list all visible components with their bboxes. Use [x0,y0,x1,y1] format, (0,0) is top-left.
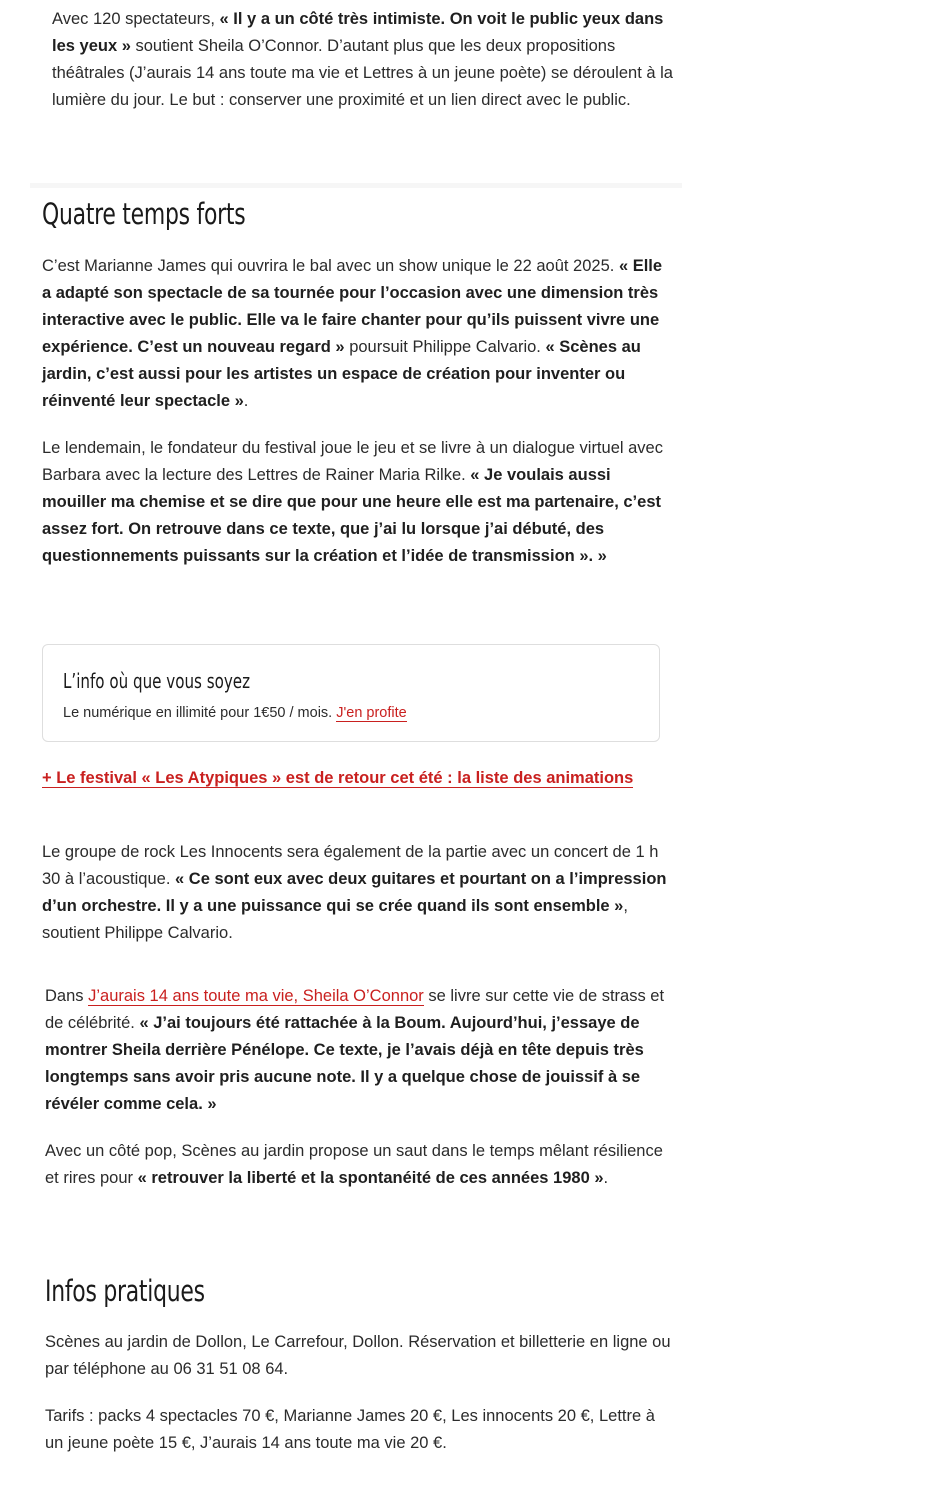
section-divider [30,183,682,188]
paragraph-innocents [42,839,672,947]
show-link[interactable]: J’aurais 14 ans toute ma vie, Sheila O’Connor [88,987,424,1005]
paragraph-lendemain [42,435,672,570]
paragraph-pop [45,1138,673,1192]
quote: « retrouver la liberté et la spontanéité de ces années 1980 » [137,1169,604,1187]
text: se livre sur cette vie de strass et de célébrité. [45,987,665,1032]
section-heading-quatre-temps-forts: Quatre temps forts [42,197,246,231]
text: Avec un côté pop, Scènes au jardin propose un saut dans le temps mêlant résilience et rires pour [45,1142,663,1187]
quote: « Elle a adapté son spectacle de sa tournée pour l’occasion avec une dimension très interactive avec le public. Elle va le faire chanter pour qu’ils puissent vivre une expérience. C’est un nouveau regard » [42,257,663,356]
promo-subscribe-link[interactable]: J'en profite [336,705,407,721]
section-quatre-temps-forts [42,253,672,570]
text: , soutient Philippe Calvario. [42,897,628,942]
quote: « Ce sont eux avec deux guitares et pourtant on a l’impression d’un orchestre. Il y a une puissance qui se crée quand ils sont ensemble » [42,870,667,915]
text: Le groupe de rock Les Innocents sera également de la partie avec un concert de 1 h 30 à l’acoustique. [42,843,659,888]
paragraph-marianne-james [42,253,672,415]
section-sheila [45,983,673,1192]
section-heading-infos-pratiques: Infos pratiques [45,1274,205,1308]
text: poursuit Philippe Calvario. [344,338,546,356]
section-innocents [42,839,672,947]
paragraph-sheila [45,983,673,1118]
promo-text-line [63,701,407,725]
promo-text: Le numérique en illimité pour 1€50 / mois. [63,705,337,721]
paragraph-tarifs: Tarifs : packs 4 spectacles 70 €, Marianne James 20 €, Les innocents 20 €, Lettre à un jeune poète 15 €, J’aurais 14 ans toute ma vie 20 €. [45,1407,655,1452]
text: Le lendemain, le fondateur du festival joue le jeu et se livre à un dialogue virtuel avec Barbara avec la lecture des Lettres de Rainer Maria Rilke. [42,439,663,484]
text: Dans [45,987,89,1005]
intro-paragraph-block [52,6,677,114]
text: soutient Sheila O’Connor. D’autant plus que les deux propositions théâtrales (J’aurais 14 ans toute ma vie et Lettres à un jeune poète) se déroulent à la lumière du jour. Le but : conserver une proximité et un lien direct avec le public. [52,37,673,109]
related-article-link[interactable]: + Le festival « Les Atypiques » est de retour cet été : la liste des animations [42,769,634,787]
text: Avec 120 spectateurs, [52,10,220,28]
intro-paragraph [52,6,677,114]
promo-title: L’info où que vous soyez [63,669,251,693]
related-article-block [42,765,662,792]
quote: « Scènes au jardin, c’est aussi pour les artistes un espace de création pour inventer ou réinventé leur spectacle » [42,338,641,410]
subscription-promo-box [42,644,660,742]
section-infos-pratiques [45,1329,673,1457]
paragraph-lieu: Scènes au jardin de Dollon, Le Carrefour, Dollon. Réservation et billetterie en ligne ou par téléphone au 06 31 51 08 64. [45,1333,671,1378]
text: . [243,392,249,410]
text: C’est Marianne James qui ouvrira le bal avec un show unique le 22 août 2025. [42,257,619,275]
quote: « Il y a un côté très intimiste. On voit le public yeux dans les yeux » [52,10,664,55]
quote: « Je voulais aussi mouiller ma chemise et se dire que pour une heure elle est ma partenaire, c’est assez fort. On retrouve dans ce texte, que j’ai lu lorsque j’ai débuté, des questionnements puissants sur la création et l’idée de transmission ». » [42,466,661,565]
quote: « J’ai toujours été rattachée à la Boum. Aujourd’hui, j’essaye de montrer Sheila derrière Pénélope. Ce texte, je l’avais déjà en tête depuis très longtemps sans avoir pris aucune note. Il y a quelque chose de jouissif à se révéler comme cela. » [45,1014,644,1113]
text: . [603,1169,609,1187]
